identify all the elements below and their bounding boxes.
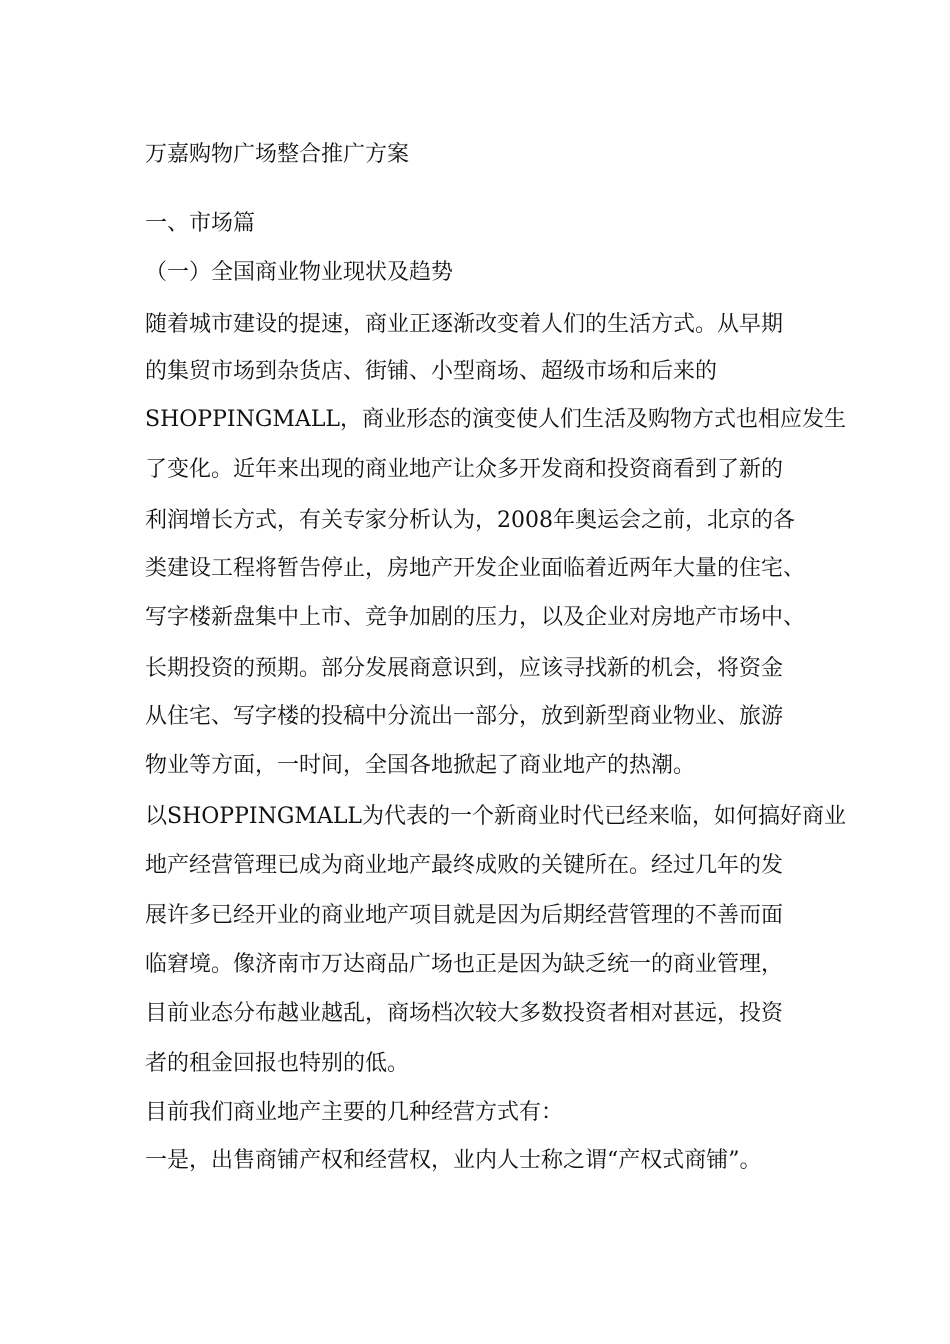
paragraph-line: 长期投资的预期。部分发展商意识到，应该寻找新的机会，将资金 <box>145 656 784 681</box>
paragraph-line: 临窘境。像济南市万达商品广场也正是因为缺乏统一的商业管理， <box>145 952 784 977</box>
paragraph-line: 目前业态分布越业越乱，商场档次较大多数投资者相对甚远，投资 <box>145 1001 784 1026</box>
paragraph-line: 从住宅、写字楼的投稿中分流出一部分，放到新型商业物业、旅游 <box>145 704 784 729</box>
section-heading: 一、市场篇 <box>145 211 256 236</box>
paragraph-line: 的集贸市场到杂货店、街铺、小型商场、超级市场和后来的 <box>145 359 718 384</box>
paragraph-line: 利润增长方式，有关专家分析认为，2008年奥运会之前，北京的各 <box>145 508 795 533</box>
paragraph-line: 随着城市建设的提速，商业正逐渐改变着人们的生活方式。从早期 <box>145 312 784 337</box>
paragraph-line: 以SHOPPINGMALL为代表的一个新商业时代已经来临，如何搞好商业 <box>145 804 847 829</box>
paragraph-line: 一是，出售商铺产权和经营权，业内人士称之谓“产权式商铺”。 <box>145 1148 762 1173</box>
paragraph-line: 地产经营管理已成为商业地产最终成败的关键所在。经过几年的发 <box>145 853 784 878</box>
paragraph-line: 展许多已经开业的商业地产项目就是因为后期经营管理的不善而面 <box>145 903 784 928</box>
paragraph-line: SHOPPINGMALL，商业形态的演变使人们生活及购物方式也相应发生 <box>145 407 847 432</box>
paragraph-line: 者的租金回报也特别的低。 <box>145 1051 410 1076</box>
document-title: 万嘉购物广场整合推广方案 <box>145 142 410 167</box>
paragraph-line: 目前我们商业地产主要的几种经营方式有： <box>145 1100 564 1125</box>
paragraph-line: 了变化。近年来出现的商业地产让众多开发商和投资商看到了新的 <box>145 457 784 482</box>
paragraph-line: 类建设工程将暂告停止，房地产开发企业面临着近两年大量的住宅、 <box>145 556 806 581</box>
paragraph-line: 物业等方面，一时间，全国各地掀起了商业地产的热潮。 <box>145 753 696 778</box>
subsection-heading: （一）全国商业物业现状及趋势 <box>145 260 454 285</box>
paragraph-line: 写字楼新盘集中上市、竞争加剧的压力，以及企业对房地产市场中、 <box>145 605 806 630</box>
